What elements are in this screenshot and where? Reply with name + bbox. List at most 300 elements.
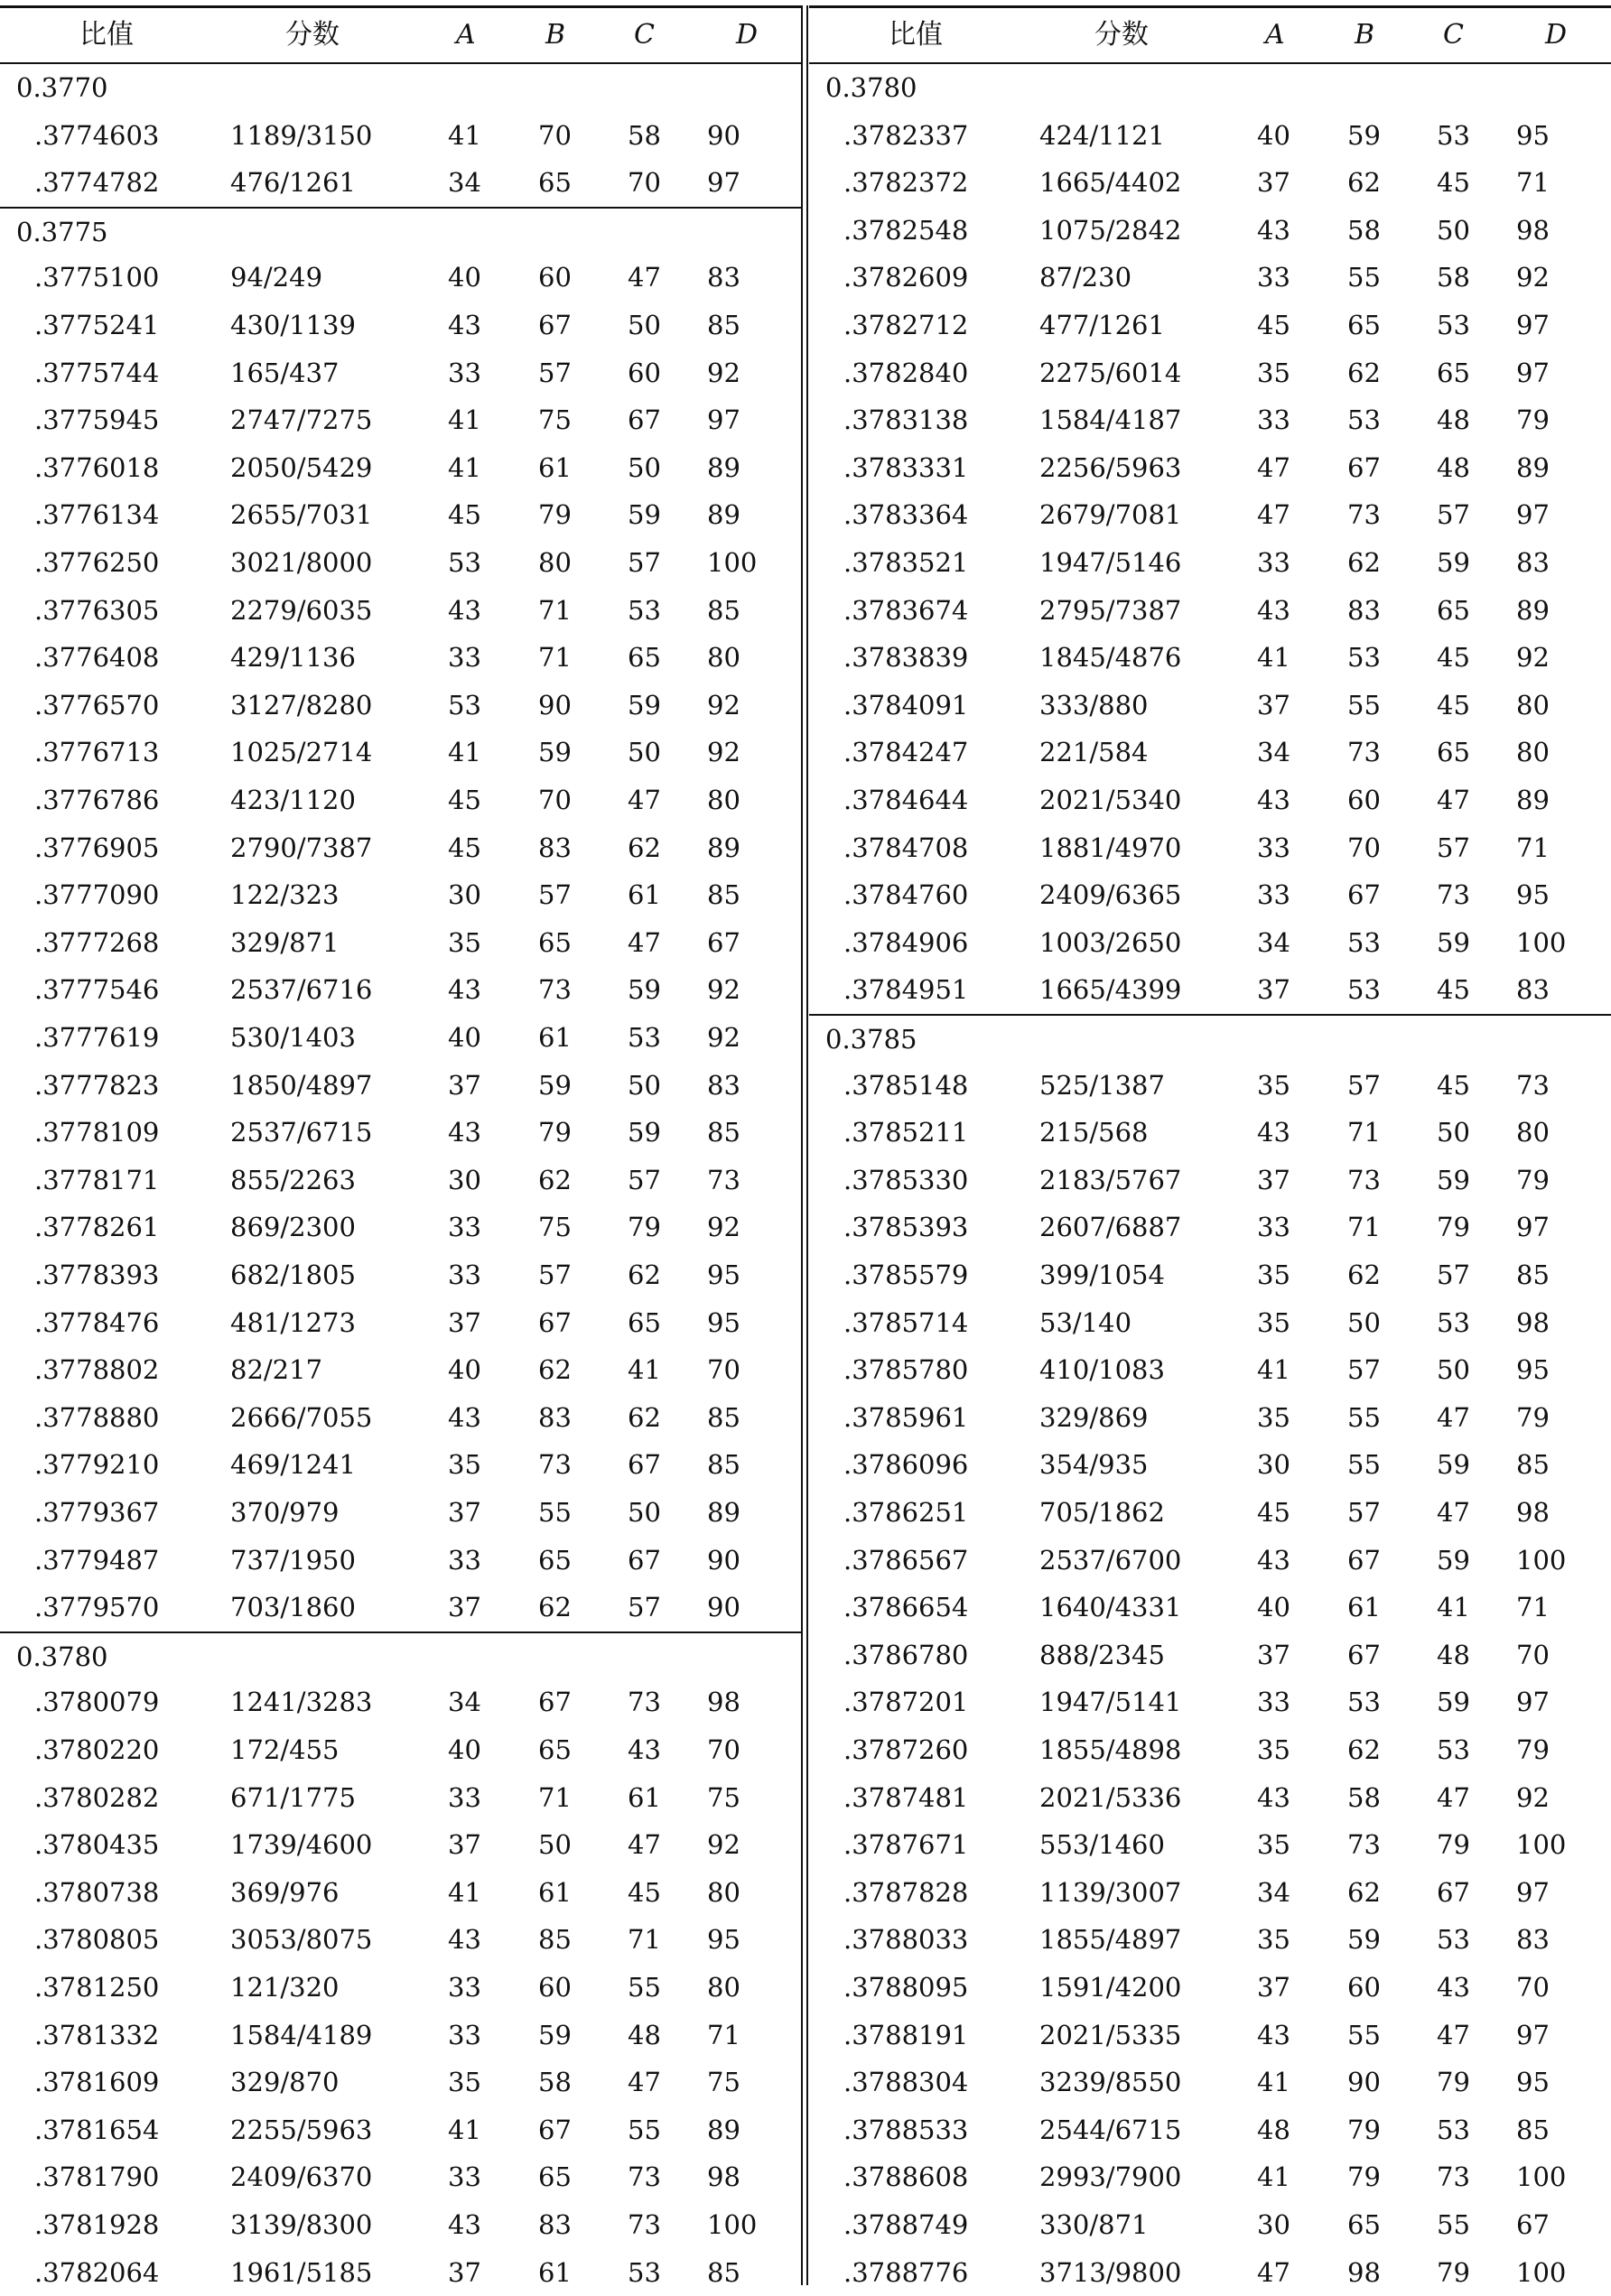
c-cell: 47 <box>1437 1497 1470 1528</box>
a-cell: 37 <box>1257 689 1290 720</box>
d-cell: 95 <box>707 1924 740 1956</box>
b-cell: 55 <box>1347 689 1381 720</box>
table-row <box>809 919 1611 967</box>
a-cell: 41 <box>1257 2161 1290 2193</box>
ratio-cell: .3782548 <box>843 214 969 246</box>
fraction-cell: 221/584 <box>1039 737 1149 768</box>
table-row <box>809 2249 1611 2296</box>
d-cell: 95 <box>707 1306 740 1338</box>
b-cell: 50 <box>538 1829 572 1861</box>
ratio-cell: .3786251 <box>843 1497 969 1528</box>
b-cell: 65 <box>1347 310 1381 340</box>
group-label: 0.3780 <box>825 72 917 103</box>
a-cell: 40 <box>448 262 481 293</box>
ratio-cell: .3787201 <box>843 1687 969 1718</box>
c-cell: 48 <box>1437 404 1470 436</box>
table-row <box>0 1299 801 1347</box>
a-cell: 33 <box>448 1972 481 2003</box>
ratio-cell: .3779570 <box>34 1592 160 1623</box>
ratio-cell: .3785148 <box>843 1069 969 1101</box>
table-row <box>0 2153 801 2201</box>
table-row <box>809 1584 1611 1631</box>
b-cell: 53 <box>1347 974 1381 1006</box>
a-cell: 37 <box>1257 167 1290 199</box>
fraction-cell: 2537/6716 <box>230 974 373 1006</box>
a-cell: 40 <box>1257 119 1290 151</box>
fraction-cell: 3713/9800 <box>1039 2256 1182 2288</box>
fraction-cell: 1139/3007 <box>1039 1876 1182 1908</box>
d-cell: 75 <box>707 2067 740 2098</box>
b-cell: 57 <box>538 357 572 388</box>
ratio-cell: .3785330 <box>843 1164 969 1195</box>
d-cell: 85 <box>707 1449 740 1481</box>
b-cell: 70 <box>538 119 572 151</box>
ratio-cell: .3780738 <box>34 1876 160 1908</box>
c-cell: 43 <box>1437 1972 1470 2003</box>
fraction-cell: 2183/5767 <box>1039 1164 1182 1195</box>
a-cell: 37 <box>448 1306 481 1338</box>
ratio-cell: .3774782 <box>34 167 160 199</box>
c-cell: 59 <box>1437 547 1470 578</box>
a-cell: 35 <box>448 1449 481 1481</box>
header-b: B <box>1355 19 1375 51</box>
ratio-cell: .3776408 <box>34 642 160 674</box>
table-row <box>809 682 1611 730</box>
b-cell: 61 <box>538 1876 572 1908</box>
ratio-cell: .3784951 <box>843 974 969 1006</box>
table-row <box>809 587 1611 635</box>
fraction-cell: 2747/7275 <box>230 404 373 436</box>
b-cell: 57 <box>1347 1354 1381 1386</box>
table-row <box>0 1394 801 1442</box>
table-row <box>0 729 801 776</box>
table-row <box>0 1251 801 1299</box>
ratio-cell: .3776305 <box>34 594 160 626</box>
b-cell: 50 <box>1347 1306 1381 1338</box>
ratio-cell: .3776786 <box>34 785 160 815</box>
fraction-cell: 399/1054 <box>1039 1260 1165 1290</box>
fraction-cell: 3139/8300 <box>230 2209 373 2240</box>
d-cell: 92 <box>707 974 740 1006</box>
b-cell: 62 <box>538 1592 572 1623</box>
fraction-cell: 469/1241 <box>230 1449 356 1481</box>
b-cell: 79 <box>1347 2114 1381 2145</box>
ratio-cell: .3777090 <box>34 879 160 911</box>
d-cell: 97 <box>1516 1687 1550 1718</box>
fraction-cell: 333/880 <box>1039 689 1149 720</box>
a-cell: 48 <box>1257 2114 1290 2145</box>
b-cell: 73 <box>538 974 572 1006</box>
c-cell: 67 <box>628 1449 661 1481</box>
c-cell: 65 <box>628 642 661 674</box>
ratio-cell: .3775100 <box>34 262 160 293</box>
b-cell: 73 <box>1347 1829 1381 1861</box>
d-cell: 89 <box>1516 594 1550 626</box>
table-row <box>0 1869 801 1917</box>
table-row <box>809 1774 1611 1822</box>
d-cell: 97 <box>1516 499 1550 531</box>
ratio-cell: .3775241 <box>34 310 160 340</box>
c-cell: 55 <box>1437 2209 1470 2240</box>
b-cell: 60 <box>538 262 572 293</box>
ratio-cell: .3778261 <box>34 1212 160 1243</box>
d-cell: 97 <box>1516 357 1550 388</box>
table-row <box>809 1157 1611 1204</box>
a-cell: 37 <box>448 1592 481 1623</box>
c-cell: 53 <box>1437 2114 1470 2145</box>
fraction-cell: 329/869 <box>1039 1401 1149 1433</box>
b-cell: 70 <box>538 785 572 815</box>
a-cell: 35 <box>1257 1924 1290 1956</box>
d-cell: 85 <box>707 594 740 626</box>
c-cell: 79 <box>628 1212 661 1243</box>
a-cell: 45 <box>1257 1497 1290 1528</box>
group-label: 0.3780 <box>16 1641 108 1672</box>
d-cell: 73 <box>1516 1069 1550 1101</box>
c-cell: 57 <box>1437 1260 1470 1290</box>
d-cell: 95 <box>1516 1354 1550 1386</box>
d-cell: 83 <box>707 262 740 293</box>
b-cell: 75 <box>538 404 572 436</box>
a-cell: 40 <box>448 1022 481 1053</box>
a-cell: 47 <box>1257 451 1290 483</box>
ratio-cell: .3785579 <box>843 1260 969 1290</box>
d-cell: 80 <box>1516 737 1550 768</box>
fraction-cell: 1640/4331 <box>1039 1592 1182 1623</box>
table-row <box>809 2153 1611 2201</box>
d-cell: 97 <box>1516 1212 1550 1243</box>
c-cell: 41 <box>1437 1592 1470 1623</box>
b-cell: 57 <box>1347 1069 1381 1101</box>
a-cell: 30 <box>1257 2209 1290 2240</box>
header-a: A <box>1265 19 1285 51</box>
table-row <box>809 1062 1611 1110</box>
table-row <box>809 1204 1611 1251</box>
b-cell: 62 <box>1347 167 1381 199</box>
table-row <box>809 1394 1611 1442</box>
b-cell: 79 <box>538 499 572 531</box>
right-panel <box>809 5 1611 2288</box>
d-cell: 83 <box>1516 974 1550 1006</box>
table-row <box>809 444 1611 492</box>
d-cell: 98 <box>1516 214 1550 246</box>
table-row <box>0 254 801 302</box>
table-row <box>809 1726 1611 1774</box>
table-row <box>0 2059 801 2106</box>
c-cell: 50 <box>1437 214 1470 246</box>
header-d: D <box>1545 19 1568 51</box>
fraction-cell: 2607/6887 <box>1039 1212 1182 1243</box>
b-cell: 62 <box>1347 547 1381 578</box>
a-cell: 30 <box>448 1164 481 1195</box>
fraction-cell: 2544/6715 <box>1039 2114 1182 2145</box>
b-cell: 75 <box>538 1212 572 1243</box>
b-cell: 60 <box>1347 785 1381 815</box>
ratio-cell: .3784091 <box>843 689 969 720</box>
c-cell: 59 <box>1437 1164 1470 1195</box>
ratio-cell: .3776570 <box>34 689 160 720</box>
a-cell: 40 <box>448 1354 481 1386</box>
fraction-cell: 703/1860 <box>230 1592 356 1623</box>
table-row <box>0 1109 801 1157</box>
b-cell: 71 <box>1347 1212 1381 1243</box>
fraction-cell: 165/437 <box>230 357 340 388</box>
header-row <box>809 8 1611 64</box>
table-row <box>809 112 1611 160</box>
c-cell: 73 <box>628 2161 661 2193</box>
table-row <box>0 302 801 349</box>
table-row <box>809 491 1611 539</box>
c-cell: 59 <box>1437 1687 1470 1718</box>
ratio-cell: .3787481 <box>843 1781 969 1813</box>
ratio-cell: .3776905 <box>34 832 160 863</box>
group-header-row <box>0 207 801 256</box>
ratio-cell: .3787828 <box>843 1876 969 1908</box>
b-cell: 53 <box>1347 642 1381 674</box>
fraction-cell: 705/1862 <box>1039 1497 1165 1528</box>
fraction-cell: 737/1950 <box>230 1544 356 1576</box>
a-cell: 41 <box>448 451 481 483</box>
table-row <box>0 2106 801 2154</box>
ratio-cell: .3788749 <box>843 2209 969 2240</box>
d-cell: 71 <box>1516 832 1550 863</box>
b-cell: 60 <box>538 1972 572 2003</box>
b-cell: 59 <box>538 737 572 768</box>
ratio-cell: .3776134 <box>34 499 160 531</box>
d-cell: 89 <box>707 451 740 483</box>
d-cell: 85 <box>707 879 740 911</box>
b-cell: 53 <box>1347 1687 1381 1718</box>
a-cell: 43 <box>448 974 481 1006</box>
c-cell: 57 <box>1437 832 1470 863</box>
d-cell: 95 <box>1516 2067 1550 2098</box>
d-cell: 70 <box>707 1354 740 1386</box>
c-cell: 50 <box>628 310 661 340</box>
d-cell: 70 <box>1516 1639 1550 1670</box>
c-cell: 67 <box>628 404 661 436</box>
d-cell: 80 <box>707 785 740 815</box>
d-cell: 79 <box>1516 1401 1550 1433</box>
fraction-cell: 1845/4876 <box>1039 642 1182 674</box>
table-row <box>0 824 801 872</box>
table-row <box>809 1678 1611 1726</box>
c-cell: 55 <box>628 1972 661 2003</box>
fraction-cell: 215/568 <box>1039 1117 1149 1148</box>
d-cell: 98 <box>707 1687 740 1718</box>
ratio-cell: .3783674 <box>843 594 969 626</box>
table-row <box>0 1584 801 1631</box>
d-cell: 97 <box>1516 2019 1550 2050</box>
table-row <box>809 871 1611 919</box>
fraction-cell: 2021/5335 <box>1039 2019 1182 2050</box>
ratio-cell: .3784906 <box>843 926 969 958</box>
d-cell: 95 <box>707 1260 740 1290</box>
d-cell: 67 <box>707 926 740 958</box>
c-cell: 73 <box>1437 879 1470 911</box>
c-cell: 59 <box>628 1117 661 1148</box>
table-row <box>0 919 801 967</box>
fraction-cell: 481/1273 <box>230 1306 356 1338</box>
b-cell: 79 <box>538 1117 572 1148</box>
fraction-cell: 2679/7081 <box>1039 499 1182 531</box>
a-cell: 43 <box>1257 1117 1290 1148</box>
fraction-cell: 2655/7031 <box>230 499 373 531</box>
c-cell: 43 <box>628 1734 661 1765</box>
d-cell: 75 <box>707 1781 740 1813</box>
d-cell: 70 <box>707 1734 740 1765</box>
c-cell: 62 <box>628 832 661 863</box>
d-cell: 89 <box>707 832 740 863</box>
d-cell: 83 <box>1516 547 1550 578</box>
table-row <box>0 634 801 682</box>
ratio-cell: .3778880 <box>34 1401 160 1433</box>
a-cell: 34 <box>1257 926 1290 958</box>
c-cell: 48 <box>1437 451 1470 483</box>
table-row <box>809 729 1611 776</box>
ratio-cell: .3778109 <box>34 1117 160 1148</box>
fraction-cell: 1665/4402 <box>1039 167 1182 199</box>
table-row <box>0 1678 801 1726</box>
ratio-cell: .3785393 <box>843 1212 969 1243</box>
a-cell: 41 <box>448 2114 481 2145</box>
a-cell: 33 <box>1257 879 1290 911</box>
table-row <box>0 2201 801 2249</box>
group-header-row <box>0 1631 801 1681</box>
d-cell: 98 <box>707 2161 740 2193</box>
header-ratio: 比值 <box>79 19 134 51</box>
a-cell: 34 <box>448 1687 481 1718</box>
d-cell: 80 <box>1516 689 1550 720</box>
group-header-row <box>809 1014 1611 1064</box>
d-cell: 71 <box>707 2019 740 2050</box>
c-cell: 53 <box>1437 1924 1470 1956</box>
table-row <box>0 1537 801 1585</box>
b-cell: 65 <box>1347 2209 1381 2240</box>
fraction-cell: 855/2263 <box>230 1164 356 1195</box>
b-cell: 73 <box>1347 737 1381 768</box>
a-cell: 37 <box>448 1497 481 1528</box>
a-cell: 37 <box>1257 1164 1290 1195</box>
d-cell: 71 <box>1516 1592 1550 1623</box>
c-cell: 58 <box>1437 262 1470 293</box>
a-cell: 43 <box>1257 1544 1290 1576</box>
fraction-cell: 671/1775 <box>230 1781 356 1813</box>
ratio-cell: .3788191 <box>843 2019 969 2050</box>
c-cell: 47 <box>1437 1781 1470 1813</box>
c-cell: 50 <box>1437 1354 1470 1386</box>
fraction-cell: 2021/5336 <box>1039 1781 1182 1813</box>
c-cell: 50 <box>628 1069 661 1101</box>
fraction-cell: 888/2345 <box>1039 1639 1165 1670</box>
table-row <box>0 112 801 160</box>
d-cell: 85 <box>707 1117 740 1148</box>
group-label: 0.3785 <box>825 1024 917 1055</box>
c-cell: 47 <box>628 785 661 815</box>
table-row <box>809 302 1611 349</box>
a-cell: 45 <box>448 499 481 531</box>
table-row <box>809 1821 1611 1869</box>
d-cell: 85 <box>707 1401 740 1433</box>
header-fraction: 分数 <box>1094 19 1149 51</box>
d-cell: 89 <box>1516 451 1550 483</box>
d-cell: 100 <box>707 2209 758 2240</box>
table-row <box>809 2012 1611 2059</box>
fraction-cell: 2255/5963 <box>230 2114 373 2145</box>
c-cell: 73 <box>1437 2161 1470 2193</box>
d-cell: 85 <box>1516 2114 1550 2145</box>
a-cell: 45 <box>448 832 481 863</box>
table-row <box>809 1631 1611 1679</box>
fraction-cell: 172/455 <box>230 1734 340 1765</box>
table-row <box>0 1821 801 1869</box>
fraction-cell: 1584/4187 <box>1039 404 1182 436</box>
ratio-cell: .3782372 <box>843 167 969 199</box>
table-row <box>0 539 801 587</box>
d-cell: 80 <box>707 642 740 674</box>
a-cell: 47 <box>1257 2256 1290 2288</box>
a-cell: 33 <box>448 642 481 674</box>
b-cell: 71 <box>538 594 572 626</box>
a-cell: 33 <box>1257 262 1290 293</box>
a-cell: 33 <box>1257 1687 1290 1718</box>
b-cell: 98 <box>1347 2256 1381 2288</box>
ratio-cell: .3782840 <box>843 357 969 388</box>
table-row <box>0 1964 801 2012</box>
d-cell: 92 <box>707 357 740 388</box>
fraction-cell: 424/1121 <box>1039 119 1165 151</box>
ratio-cell: .3777823 <box>34 1069 160 1101</box>
d-cell: 97 <box>1516 1876 1550 1908</box>
b-cell: 57 <box>538 1260 572 1290</box>
column-divider <box>806 5 808 2285</box>
c-cell: 59 <box>628 689 661 720</box>
table-row <box>0 776 801 824</box>
a-cell: 34 <box>1257 737 1290 768</box>
a-cell: 30 <box>1257 1449 1290 1481</box>
b-cell: 73 <box>1347 1164 1381 1195</box>
ratio-cell: .3785780 <box>843 1354 969 1386</box>
fraction-cell: 1881/4970 <box>1039 832 1182 863</box>
a-cell: 33 <box>448 1544 481 1576</box>
c-cell: 65 <box>1437 737 1470 768</box>
fraction-cell: 1850/4897 <box>230 1069 373 1101</box>
fraction-cell: 2790/7387 <box>230 832 373 863</box>
ratio-cell: .3782064 <box>34 2256 160 2288</box>
c-cell: 58 <box>628 119 661 151</box>
table-row <box>0 396 801 444</box>
fraction-cell: 1584/4189 <box>230 2019 373 2050</box>
ratio-cell: .3780435 <box>34 1829 160 1861</box>
ratio-cell: .3782712 <box>843 310 969 340</box>
c-cell: 79 <box>1437 1829 1470 1861</box>
fraction-cell: 2256/5963 <box>1039 451 1182 483</box>
a-cell: 37 <box>448 1069 481 1101</box>
a-cell: 34 <box>448 167 481 199</box>
a-cell: 37 <box>448 2256 481 2288</box>
d-cell: 85 <box>707 310 740 340</box>
b-cell: 62 <box>1347 1876 1381 1908</box>
table-row <box>809 1916 1611 1964</box>
d-cell: 92 <box>707 737 740 768</box>
table-row <box>809 254 1611 302</box>
fraction-cell: 329/871 <box>230 926 340 958</box>
ratio-cell: .3781790 <box>34 2161 160 2193</box>
b-cell: 62 <box>1347 357 1381 388</box>
left-panel <box>0 5 801 2288</box>
ratio-cell: .3781250 <box>34 1972 160 2003</box>
d-cell: 89 <box>707 2114 740 2145</box>
table-row <box>0 1157 801 1204</box>
